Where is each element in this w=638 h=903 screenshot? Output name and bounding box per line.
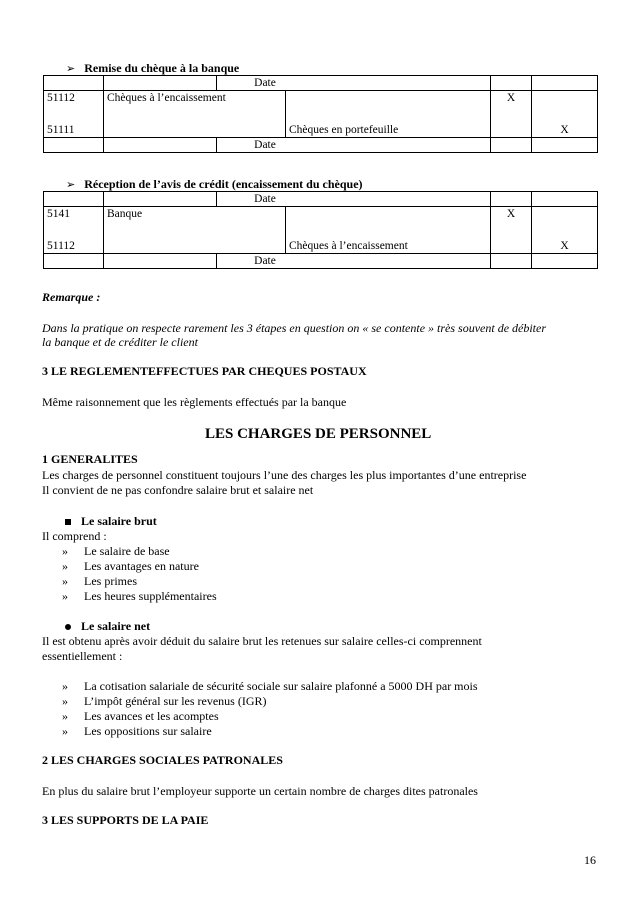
credit-label-cell — [286, 207, 491, 254]
list-item-text: Les primes — [84, 574, 137, 588]
date-label-bottom: Date — [217, 138, 491, 153]
round-bullet-icon — [65, 624, 71, 630]
list-marker: » — [62, 589, 68, 603]
charges-title: LES CHARGES DE PERSONNEL — [205, 426, 432, 442]
section3-title: 3 LE REGLEMENTEFFECTUES PAR CHEQUES POSTAUX — [42, 364, 367, 378]
credit-mark: X — [560, 124, 569, 136]
list-item — [62, 679, 478, 693]
remarque-title: Remarque : — [42, 290, 101, 304]
list-item-text: Les avances et les acomptes — [84, 709, 219, 723]
credit-mark-cell — [532, 207, 598, 254]
list-marker: » — [62, 724, 68, 738]
credit-account: 51112 — [47, 240, 75, 252]
generalites-title: 1 GENERALITES — [42, 452, 138, 466]
salaire-net-title: Le salaire net — [81, 619, 151, 633]
section1-heading — [66, 61, 239, 76]
debit-label: Banque — [104, 207, 286, 254]
section2-title: Réception de l’avis de crédit (encaissement du chèque) — [84, 177, 363, 191]
account-numbers — [44, 207, 104, 254]
square-bullet-icon — [65, 519, 71, 525]
salaire-brut-title: Le salaire brut — [81, 514, 157, 528]
page-number: 16 — [584, 853, 596, 867]
arrow-bullet-icon: ➢ — [66, 178, 76, 191]
credit-label-cell — [286, 91, 491, 138]
list-marker: » — [62, 574, 68, 588]
list-item — [62, 574, 137, 588]
salaire-net-line1: Il est obtenu après avoir déduit du salaire brut les retenues sur salaire celles-ci comprennent — [42, 634, 482, 648]
account-numbers — [44, 91, 104, 138]
list-marker: » — [62, 679, 68, 693]
remarque-line2: la banque et de créditer le client — [42, 335, 198, 349]
list-item — [62, 709, 219, 723]
salaire-brut-intro: Il comprend : — [42, 529, 107, 543]
credit-mark-cell — [532, 91, 598, 138]
list-marker: » — [62, 709, 68, 723]
debit-mark: X — [491, 91, 532, 138]
credit-mark: X — [560, 240, 569, 252]
salaire-net-heading — [65, 619, 150, 633]
list-item-text: L’impôt général sur les revenus (IGR) — [84, 694, 267, 708]
date-label: Date — [217, 76, 491, 91]
arrow-bullet-icon: ➢ — [66, 62, 76, 75]
credit-account: 51111 — [47, 124, 75, 136]
generalites-line2: Il convient de ne pas confondre salaire brut et salaire net — [42, 483, 314, 497]
list-item-text: Les avantages en nature — [84, 559, 199, 573]
list-item — [62, 544, 170, 558]
list-item-text: La cotisation salariale de sécurité sociale sur salaire plafonné a 5000 DH par mois — [84, 679, 478, 693]
salaire-brut-heading — [65, 514, 157, 528]
section2-heading — [66, 177, 363, 192]
debit-account: 5141 — [47, 208, 70, 220]
ledger-entry-2 — [43, 191, 598, 269]
patronales-title: 2 LES CHARGES SOCIALES PATRONALES — [42, 753, 283, 767]
list-item-text: Les oppositions sur salaire — [84, 724, 212, 738]
supports-title: 3 LES SUPPORTS DE LA PAIE — [42, 813, 209, 827]
section1-title: Remise du chèque à la banque — [84, 61, 240, 75]
list-item — [62, 694, 267, 708]
patronales-text: En plus du salaire brut l’employeur supporte un certain nombre de charges dites patronales — [42, 784, 478, 798]
ledger-entry-1 — [43, 75, 598, 153]
remarque-line1: Dans la pratique on respecte rarement les 3 étapes en question on « se contente » très souvent de débiter — [42, 321, 547, 335]
list-item-text: Les heures supplémentaires — [84, 589, 217, 603]
list-marker: » — [62, 559, 68, 573]
generalites-line1: Les charges de personnel constituent toujours l’une des charges les plus importantes d’une entreprise — [42, 468, 527, 482]
list-item — [62, 724, 212, 738]
date-label-bottom: Date — [217, 254, 491, 269]
list-item-text: Le salaire de base — [84, 544, 170, 558]
debit-account: 51112 — [47, 92, 75, 104]
credit-label: Chèques en portefeuille — [289, 124, 399, 136]
section3-text: Même raisonnement que les règlements effectués par la banque — [42, 395, 347, 409]
list-marker: » — [62, 544, 68, 558]
salaire-net-line2: essentiellement : — [42, 649, 123, 663]
list-item — [62, 559, 199, 573]
date-label: Date — [217, 192, 491, 207]
list-item — [62, 589, 217, 603]
list-marker: » — [62, 694, 68, 708]
debit-mark: X — [491, 207, 532, 254]
debit-label: Chèques à l’encaissement — [104, 91, 286, 138]
credit-label: Chèques à l’encaissement — [289, 240, 408, 252]
